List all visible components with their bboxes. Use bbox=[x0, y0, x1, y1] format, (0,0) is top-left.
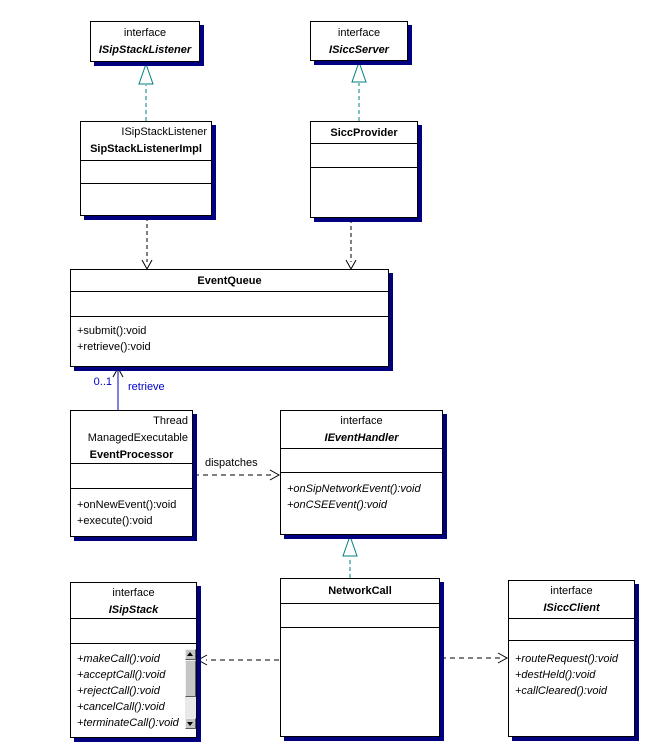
attributes-compartment bbox=[281, 603, 439, 627]
class-isiccserver[interactable] bbox=[310, 21, 408, 61]
attributes-compartment bbox=[71, 291, 388, 316]
stereotype-label: interface bbox=[337, 27, 381, 39]
class-eventprocessor[interactable] bbox=[70, 410, 193, 537]
methods-compartment bbox=[281, 472, 442, 534]
tag: ManagedExecutable bbox=[87, 432, 188, 444]
attributes-compartment bbox=[71, 618, 196, 643]
class-name: NetworkCall bbox=[328, 585, 392, 597]
class-name: ISipStack bbox=[108, 604, 159, 616]
class-name: SiccProvider bbox=[330, 127, 398, 139]
realization-networkcall-ieventhandler bbox=[343, 536, 357, 578]
implements-tag: ISipStackListener bbox=[121, 126, 207, 138]
class-name: ISiccClient bbox=[543, 602, 600, 614]
method: +onSipNetworkEvent():void bbox=[287, 483, 421, 495]
methods-compartment bbox=[71, 316, 388, 366]
dependency-siccprovider-eventqueue bbox=[346, 219, 356, 269]
arrow-down-icon bbox=[187, 722, 193, 726]
methods-compartment bbox=[71, 488, 192, 536]
method: +terminateCall():void bbox=[77, 717, 179, 729]
methods-compartment bbox=[81, 183, 211, 215]
class-name: ISiccServer bbox=[329, 44, 389, 56]
scrollbar-up-button[interactable] bbox=[185, 649, 196, 660]
class-name: IEventHandler bbox=[324, 432, 399, 444]
method: +cancelCall():void bbox=[77, 701, 165, 713]
method: +onNewEvent():void bbox=[77, 499, 177, 511]
method: +acceptCall():void bbox=[77, 669, 166, 681]
dependency-sipstacklistenerimpl-eventqueue bbox=[142, 217, 152, 269]
methods-compartment bbox=[281, 627, 439, 736]
class-name: ISipStackListener bbox=[98, 44, 192, 56]
class-name: EventProcessor bbox=[89, 449, 174, 461]
attributes-compartment bbox=[71, 463, 192, 488]
method: +submit():void bbox=[77, 325, 147, 337]
scrollbar-down-button[interactable] bbox=[185, 718, 196, 729]
class-eventqueue[interactable] bbox=[70, 269, 389, 367]
method: +execute():void bbox=[77, 515, 153, 527]
attributes-compartment bbox=[281, 448, 442, 472]
class-isiccclient[interactable] bbox=[508, 580, 635, 737]
class-sipstacklistenerimpl[interactable] bbox=[80, 121, 212, 216]
tag: Thread bbox=[153, 415, 188, 427]
association-multiplicity-label: 0..1 bbox=[93, 376, 112, 388]
realization-sipstacklistenerimpl-isipstacklistener bbox=[139, 64, 153, 121]
stereotype-label: interface bbox=[550, 585, 593, 597]
attributes-compartment bbox=[311, 143, 417, 167]
methods-compartment bbox=[509, 640, 634, 736]
attributes-compartment bbox=[81, 160, 211, 183]
method: +callCleared():void bbox=[515, 685, 608, 697]
dependency-networkcall-isiccclient bbox=[441, 653, 507, 663]
methods-compartment bbox=[71, 643, 196, 737]
method: +rejectCall():void bbox=[77, 685, 160, 697]
association-eventprocessor-eventqueue bbox=[113, 368, 123, 410]
class-isipstack[interactable] bbox=[70, 582, 197, 738]
class-name: EventQueue bbox=[197, 275, 262, 287]
arrow-up-icon bbox=[187, 652, 193, 656]
stereotype-label: interface bbox=[123, 27, 167, 39]
stereotype-label: interface bbox=[340, 415, 383, 427]
dispatches-label: dispatches bbox=[205, 457, 258, 469]
class-name: SipStackListenerImpl bbox=[90, 143, 202, 155]
method: +onCSEEvent():void bbox=[287, 499, 387, 511]
dependency-eventprocessor-ieventhandler bbox=[194, 470, 279, 480]
dependency-networkcall-isipstack bbox=[198, 655, 279, 665]
attributes-compartment bbox=[509, 618, 634, 640]
methods-scrollbar[interactable] bbox=[185, 649, 196, 729]
stereotype-label: interface bbox=[112, 587, 155, 599]
class-siccprovider[interactable] bbox=[310, 121, 418, 218]
methods-compartment bbox=[311, 167, 417, 217]
association-name-label: retrieve bbox=[128, 381, 165, 393]
class-isipstacklistener[interactable] bbox=[90, 21, 200, 62]
method: +destHeld():void bbox=[515, 669, 596, 681]
method: +routeRequest():void bbox=[515, 653, 619, 665]
method: +retrieve():void bbox=[77, 341, 151, 353]
class-ieventhandler[interactable] bbox=[280, 410, 443, 535]
realization-siccprovider-isiccserver bbox=[352, 62, 366, 121]
scrollbar-thumb[interactable] bbox=[185, 660, 196, 697]
class-networkcall[interactable] bbox=[280, 578, 440, 737]
method: +makeCall():void bbox=[77, 653, 160, 665]
